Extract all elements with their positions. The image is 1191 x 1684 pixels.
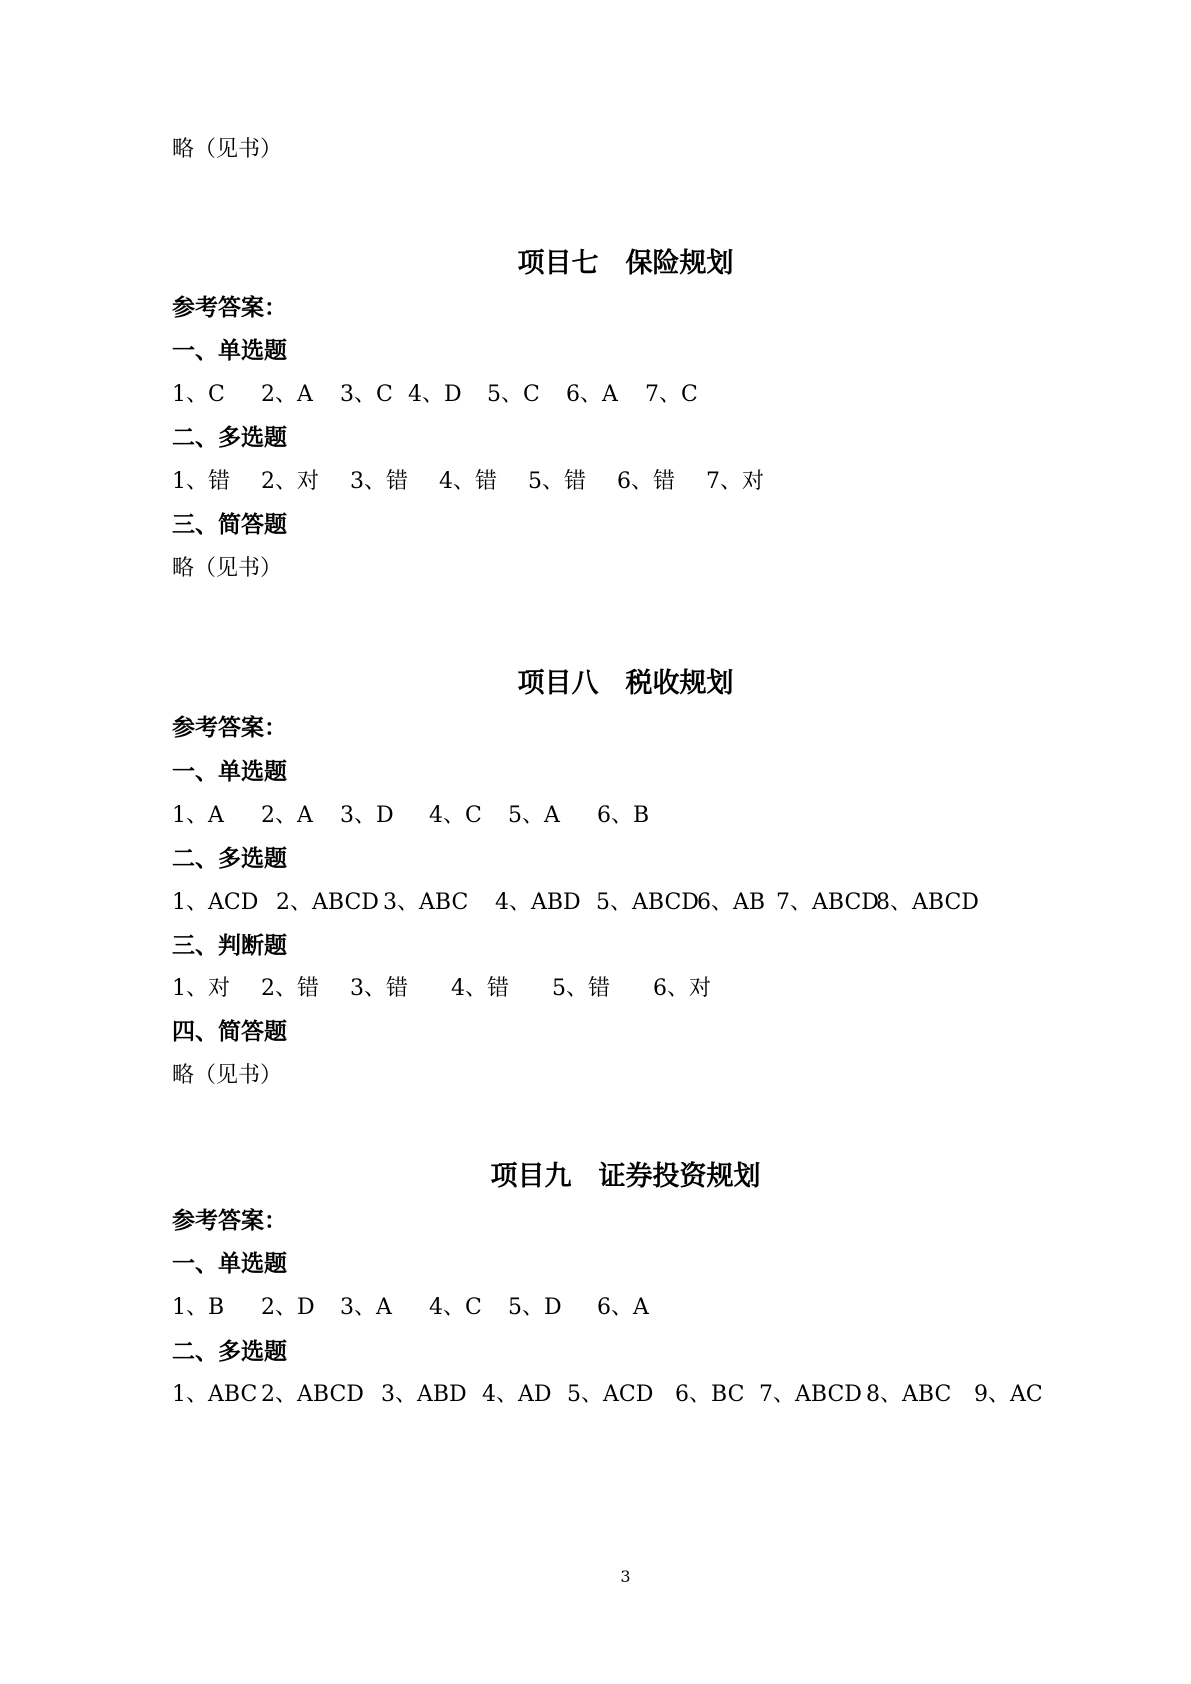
answer-item: 4、D [408,382,462,407]
section8-multi-choice-answers [172,892,979,914]
answer-item: 7、C [645,382,698,407]
answer-item: 1、对 [172,976,230,1001]
section8-single-choice-heading: 一、单选题 [172,759,287,785]
answer-item: 2、ABCD [261,1382,364,1407]
answer-item: 6、A [597,1295,649,1320]
section8-title: 项目八 税收规划 [517,668,734,699]
answer-item: 3、ABC [383,890,469,915]
answer-item: 1、错 [172,469,230,494]
answer-item: 1、ACD [172,890,259,915]
section7-multi-choice-answers [172,471,764,493]
answer-item: 1、A [172,803,224,828]
section8-true-false-heading: 三、判断题 [172,933,287,959]
section9-multi-choice-answers [172,1384,1043,1406]
answer-item: 7、ABCD [776,890,879,915]
section7-title: 项目七 保险规划 [517,248,734,279]
answer-item: 5、错 [552,976,610,1001]
answer-item: 4、ABD [495,890,581,915]
answer-item: 2、A [261,382,313,407]
answer-item: 3、错 [350,976,408,1001]
answer-item: 4、错 [439,469,497,494]
answer-item: 6、B [597,803,650,828]
section7-multi-choice-heading: 二、多选题 [172,425,287,451]
answer-item: 7、对 [706,469,764,494]
page-number: 3 [620,1567,631,1586]
section7-single-choice-answers [172,384,698,406]
answer-item: 3、D [340,803,394,828]
answer-item: 2、ABCD [276,890,379,915]
answer-item: 2、D [261,1295,315,1320]
answer-item: 3、A [340,1295,392,1320]
answer-item: 8、ABC [866,1382,952,1407]
section8-short-answer-heading: 四、简答题 [172,1019,287,1045]
answer-item: 5、ACD [567,1382,654,1407]
section7-short-answer-note: 略（见书） [172,556,283,581]
answer-item: 5、错 [528,469,586,494]
answer-item: 2、对 [261,469,319,494]
answer-item: 3、C [340,382,393,407]
answer-item: 4、C [429,803,482,828]
answer-item: 5、ABCD [596,890,699,915]
answer-item: 6、A [566,382,618,407]
answer-item: 4、AD [482,1382,552,1407]
answer-item: 2、A [261,803,313,828]
section7-short-answer-heading: 三、简答题 [172,512,287,538]
answer-item: 3、ABD [381,1382,467,1407]
section7-single-choice-heading: 一、单选题 [172,338,287,364]
section8-multi-choice-heading: 二、多选题 [172,846,287,872]
section8-reference-label: 参考答案： [172,715,287,741]
section9-multi-choice-heading: 二、多选题 [172,1339,287,1365]
answer-item: 4、C [429,1295,482,1320]
answer-item: 1、ABC [172,1382,258,1407]
answer-item: 7、ABCD [759,1382,862,1407]
intro-note: 略（见书） [172,137,283,162]
answer-item: 5、D [508,1295,562,1320]
section8-true-false-answers [172,978,711,1000]
answer-item: 5、C [487,382,540,407]
answer-item: 1、C [172,382,225,407]
answer-item: 4、错 [451,976,509,1001]
answer-item: 1、B [172,1295,225,1320]
answer-item: 2、错 [261,976,319,1001]
answer-item: 3、错 [350,469,408,494]
section7-reference-label: 参考答案： [172,295,287,321]
section8-single-choice-answers [172,805,649,827]
section9-single-choice-answers [172,1297,649,1319]
answer-item: 6、错 [617,469,675,494]
answer-item: 6、对 [653,976,711,1001]
section9-single-choice-heading: 一、单选题 [172,1251,287,1277]
section9-reference-label: 参考答案： [172,1208,287,1234]
answer-item: 6、AB [697,890,766,915]
answer-item: 8、ABCD [876,890,979,915]
answer-item: 6、BC [675,1382,745,1407]
section8-short-answer-note: 略（见书） [172,1063,283,1088]
section9-title: 项目九 证券投资规划 [490,1161,761,1192]
answer-item: 5、A [508,803,560,828]
answer-item: 9、AC [974,1382,1043,1407]
